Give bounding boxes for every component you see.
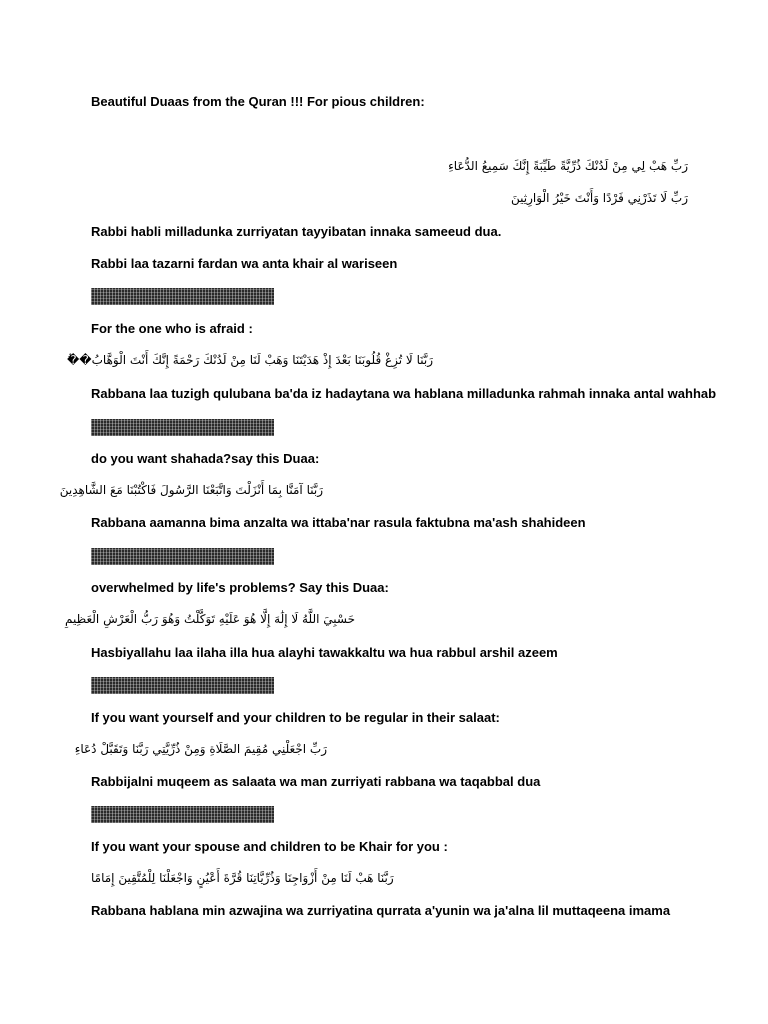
arabic-dua-line: حَسْبِيَ اللَّهُ لَا إِلَٰهَ إِلَّا هُوَ عَلَيْهِ تَوَكَّلْتُ وَهُوَ رَبُّ الْعَرْشِ الْعَظِيمِ [65, 612, 355, 626]
section-divider [91, 288, 274, 305]
transliteration-line: Rabbijalni muqeem as salaata wa man zurriyati rabbana wa taqabbal dua [91, 774, 541, 789]
section-heading: For the one who is afraid : [91, 321, 253, 336]
transliteration-line: Rabbi habli milladunka zurriyatan tayyibatan innaka sameeud dua. [91, 224, 502, 239]
arabic-dua-line: رَبَّنَا هَبْ لَنَا مِنْ أَزْوَاجِنَا وَذُرِّيَّاتِنَا قُرَّةَ أَعْيُنٍ وَاجْعَلْنَا لِلْمُتَّقِينَ إِمَامًا [91, 871, 394, 885]
section-divider [91, 806, 274, 823]
transliteration-line: Rabbana hablana min azwajina wa zurriyatina qurrata a'yunin wa ja'alna lil muttaqeena imama [91, 903, 671, 918]
arabic-dua-line: رَبِّ اجْعَلْنِي مُقِيمَ الصَّلَاةِ وَمِنْ ذُرِّيَّتِي رَبَّنَا وَتَقَبَّلْ دُعَاءِ [74, 742, 327, 756]
transliteration-line: Hasbiyallahu laa ilaha illa hua alayhi tawakkaltu wa hua rabbul arshil azeem [91, 645, 558, 660]
transliteration-line: Rabbi laa tazarni fardan wa anta khair al wariseen [91, 256, 398, 271]
arabic-dua-line: رَبِّ هَبْ لِي مِنْ لَدُنْكَ ذُرِّيَّةً طَيِّبَةً إِنَّكَ سَمِيعُ الدُّعَاءِ [448, 159, 688, 173]
section-heading: do you want shahada?say this Duaa: [91, 451, 320, 466]
document-title: Beautiful Duaas from the Quran !!! For pious children: [91, 94, 425, 109]
section-heading: If you want yourself and your children to be regular in their salaat: [91, 710, 500, 725]
arabic-dua-line: رَبَّنَا لَا تُزِغْ قُلُوبَنَا بَعْدَ إِذْ هَدَيْتَنَا وَهَبْ لَنَا مِنْ لَدُنْكَ رَحْمَةً إِنَّكَ أَنْتَ الْوَهَّابُ��ُ [67, 353, 433, 367]
section-heading: overwhelmed by life's problems? Say this Duaa: [91, 580, 389, 595]
arabic-dua-line: رَبَّنَا آمَنَّا بِمَا أَنْزَلْتَ وَاتَّبَعْنَا الرَّسُولَ فَاكْتُبْنَا مَعَ الشَّاهِدِينَ [59, 483, 323, 497]
section-divider [91, 677, 274, 694]
section-heading: If you want your spouse and children to be Khair for you : [91, 839, 448, 854]
section-divider [91, 419, 274, 436]
arabic-dua-line: رَبِّ لَا تَذَرْنِي فَرْدًا وَأَنْتَ خَيْرُ الْوَارِثِينَ [511, 191, 688, 205]
transliteration-line: Rabbana laa tuzigh qulubana ba'da iz hadaytana wa hablana milladunka rahmah innaka antal wahhab [91, 386, 717, 401]
transliteration-line: Rabbana aamanna bima anzalta wa ittaba'nar rasula faktubna ma'ash shahideen [91, 515, 586, 530]
section-divider [91, 548, 274, 565]
